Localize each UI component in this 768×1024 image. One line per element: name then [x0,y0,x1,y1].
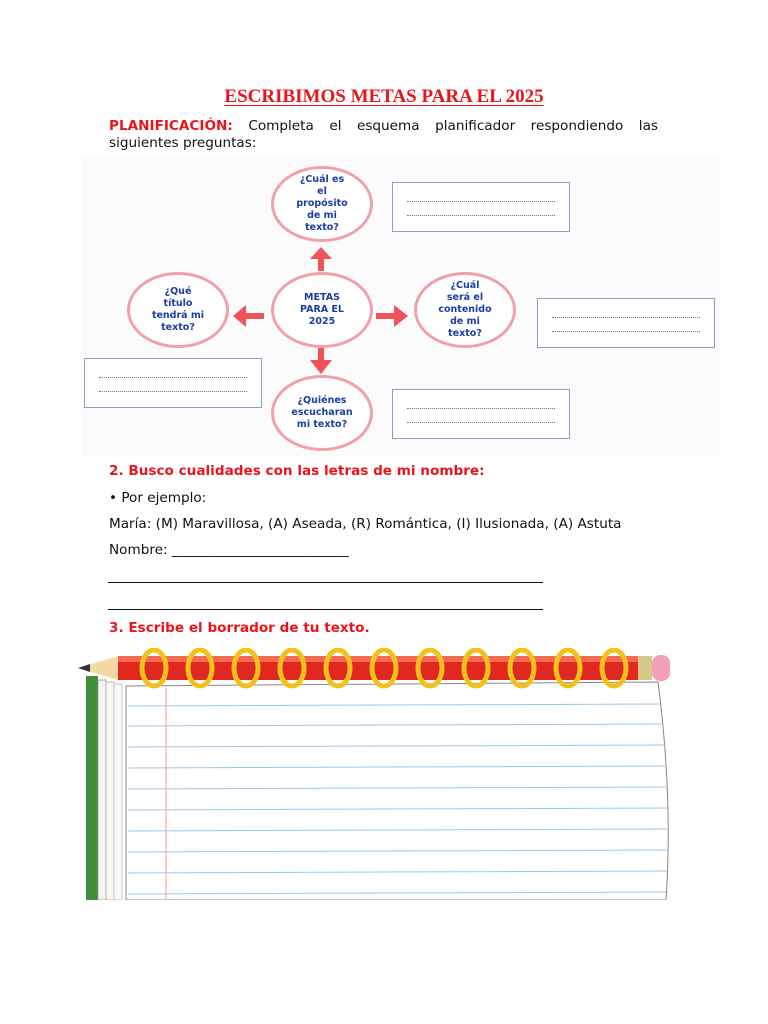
answer-box-audience[interactable] [392,389,570,439]
bubble-center [271,272,373,348]
notebook-cover-icon [86,676,98,900]
arrow-down-icon [310,348,332,374]
writing-line-2[interactable] [108,609,543,610]
bubble-audience-text: ¿Quiénes escucharan mi texto? [291,395,353,430]
section3-heading: 3. Escribe el borrador de tu texto. [109,620,370,636]
bubble-title-text: ¿Qué título tendrá mi texto? [151,286,205,333]
answer-box-purpose[interactable] [392,182,570,232]
bubble-purpose-text: ¿Cuál es el propósito de mi texto? [296,174,348,233]
arrow-up-icon [310,247,332,271]
example-bullet: • Por ejemplo: [109,490,207,506]
intro-label: PLANIFICACIÓN: [109,118,233,134]
bubble-content [414,272,516,348]
intro-paragraph [109,118,658,152]
answer-box-title[interactable] [84,358,262,408]
planning-diagram [82,158,720,456]
bubble-content-text: ¿Cuál será el contenido de mi texto? [438,280,492,339]
example-text: María: (M) Maravillosa, (A) Aseada, (R) Romántica, (I) Ilusionada, (A) Astuta [109,516,622,532]
notebook-drawing [78,648,698,900]
writing-line-1[interactable] [108,582,543,583]
arrow-left-icon [233,305,264,327]
bubble-title [127,272,229,348]
bubble-center-text: METAS PARA EL 2025 [300,292,344,327]
name-field[interactable]: Nombre: __________________________ [109,542,349,558]
intro-text: Completa el esquema planificador respondiendo las siguientes preguntas: [109,118,658,151]
arrow-right-icon [376,305,408,327]
section2-heading: 2. Busco cualidades con las letras de mi nombre: [109,463,485,479]
bubble-purpose [271,166,373,242]
answer-box-content[interactable] [537,298,715,348]
bubble-audience [271,375,373,451]
page-title: ESCRIBIMOS METAS PARA EL 2025 [224,86,544,107]
notebook-illustration [78,648,698,900]
